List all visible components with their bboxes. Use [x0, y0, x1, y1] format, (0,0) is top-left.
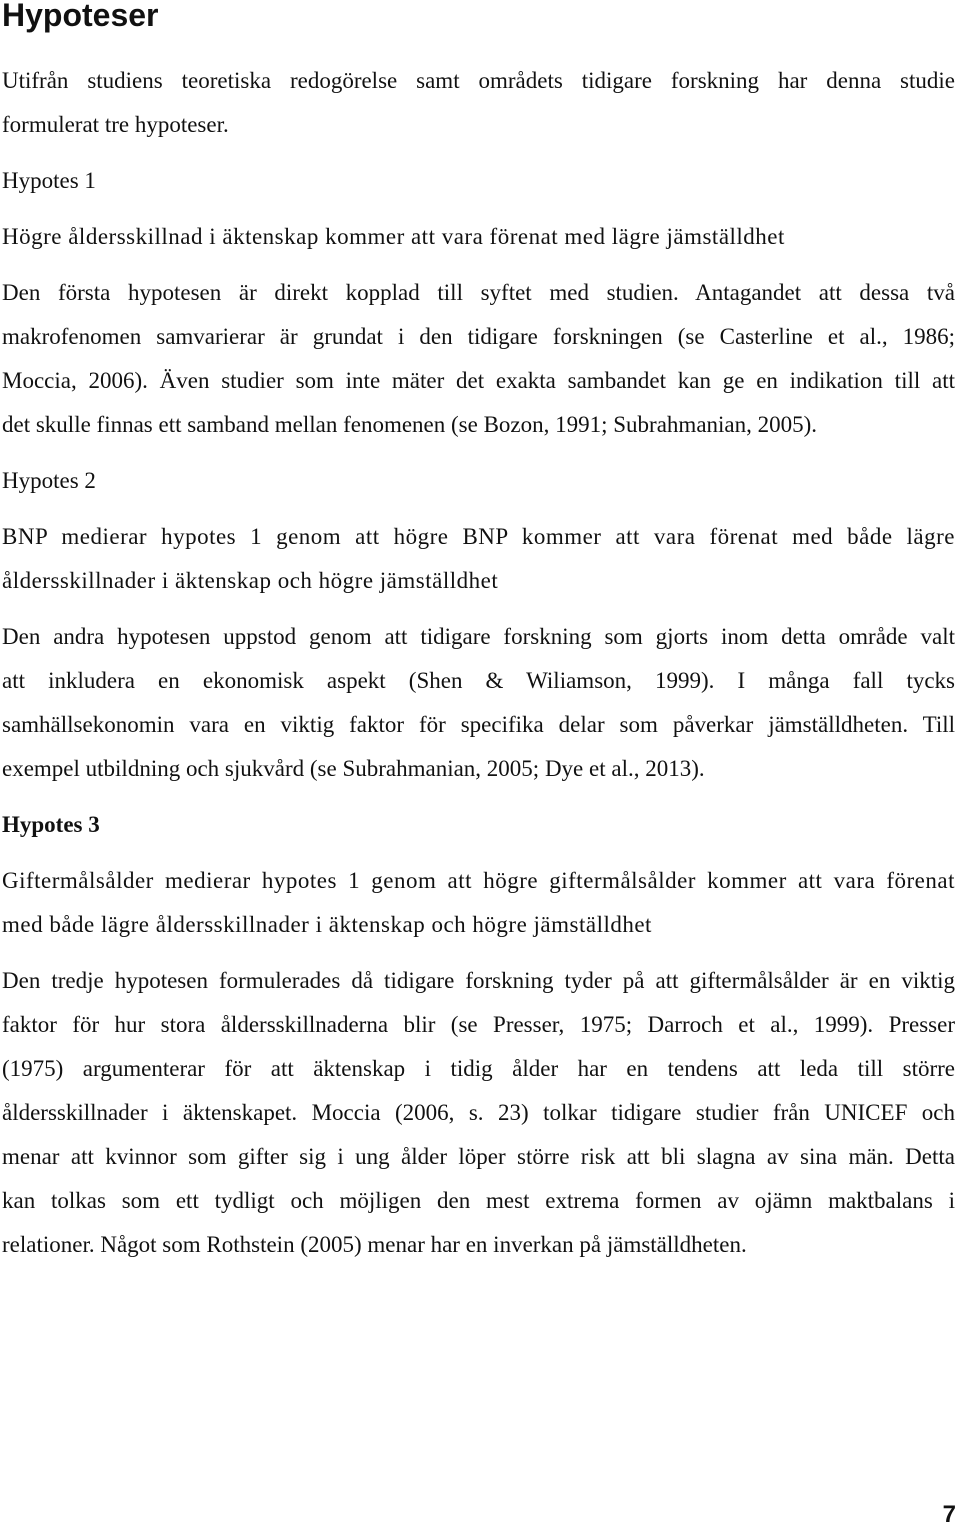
hypothesis-1-statement — [2, 215, 955, 259]
hypothesis-heading: Hypotes 1 — [2, 168, 96, 193]
text-line: faktor för hur stora åldersskillnaderna blir (se Presser, 1975; Darroch et al., 1999). Presser — [2, 1012, 955, 1037]
hypothesis-3-heading-block — [2, 803, 955, 847]
text-line: Den tredje hypotesen formulerades då tidigare forskning tyder på att giftermålsålder är en viktig — [2, 968, 955, 993]
text-line: Moccia, 2006). Även studier som inte mäter det exakta sambandet kan ge en indikation till att — [2, 368, 955, 393]
text-line: med både lägre åldersskillnader i äktenskap och högre jämställdhet — [2, 912, 652, 937]
hypothesis-2-discussion — [2, 615, 955, 791]
hypothesis-heading: Hypotes 2 — [2, 468, 96, 493]
text-line: det skulle finnas ett samband mellan fenomenen (se Bozon, 1991; Subrahmanian, 2005). — [2, 412, 818, 437]
text-line: Högre åldersskillnad i äktenskap kommer att vara förenat med lägre jämställdhet — [2, 224, 785, 249]
text-line: relationer. Något som Rothstein (2005) menar har en inverkan på jämställdheten. — [2, 1232, 747, 1257]
document-body — [2, 59, 955, 1279]
intro-paragraph — [2, 59, 955, 147]
hypothesis-3-discussion — [2, 959, 955, 1267]
text-line: att inkludera en ekonomisk aspekt (Shen & Wiliamson, 1999). I många fall tycks — [2, 668, 955, 693]
text-line: samhällsekonomin vara en viktig faktor för specifika delar som påverkar jämställdheten. Till — [2, 712, 955, 737]
text-line: (1975) argumenterar för att äktenskap i tidig ålder har en tendens att leda till större — [2, 1056, 955, 1081]
page-title: Hypoteser — [2, 0, 159, 33]
text-line: Utifrån studiens teoretiska redogörelse samt områdets tidigare forskning har denna studie — [2, 68, 955, 93]
page-number: 7 — [942, 1501, 956, 1527]
text-line: exempel utbildning och sjukvård (se Subrahmanian, 2005; Dye et al., 2013). — [2, 756, 705, 781]
hypothesis-2-heading-block — [2, 459, 955, 503]
text-line: åldersskillnader i äktenskap och högre jämställdhet — [2, 568, 499, 593]
text-line: formulerat tre hypoteser. — [2, 112, 229, 137]
hypothesis-heading: Hypotes 3 — [2, 812, 100, 837]
text-line: åldersskillnader i äktenskapet. Moccia (2006, s. 23) tolkar tidigare studier från UNICEF och — [2, 1100, 955, 1125]
hypothesis-1-discussion — [2, 271, 955, 447]
text-line: makrofenomen samvarierar är grundat i den tidigare forskningen (se Casterline et al., 1986; — [2, 324, 955, 349]
text-line: Den andra hypotesen uppstod genom att tidigare forskning som gjorts inom detta område valt — [2, 624, 955, 649]
hypothesis-1-heading-block — [2, 159, 955, 203]
text-line: kan tolkas som ett tydligt och möjligen den mest extrema formen av ojämn maktbalans i — [2, 1188, 955, 1213]
text-line: Den första hypotesen är direkt kopplad till syftet med studien. Antagandet att dessa två — [2, 280, 955, 305]
text-line: Giftermålsålder medierar hypotes 1 genom att högre giftermålsålder kommer att vara förenat — [2, 868, 955, 893]
hypothesis-3-statement — [2, 859, 955, 947]
text-line: BNP medierar hypotes 1 genom att högre BNP kommer att vara förenat med både lägre — [2, 524, 955, 549]
hypothesis-2-statement — [2, 515, 955, 603]
text-line: menar att kvinnor som gifter sig i ung ålder löper större risk att bli slagna av sina män. Detta — [2, 1144, 955, 1169]
